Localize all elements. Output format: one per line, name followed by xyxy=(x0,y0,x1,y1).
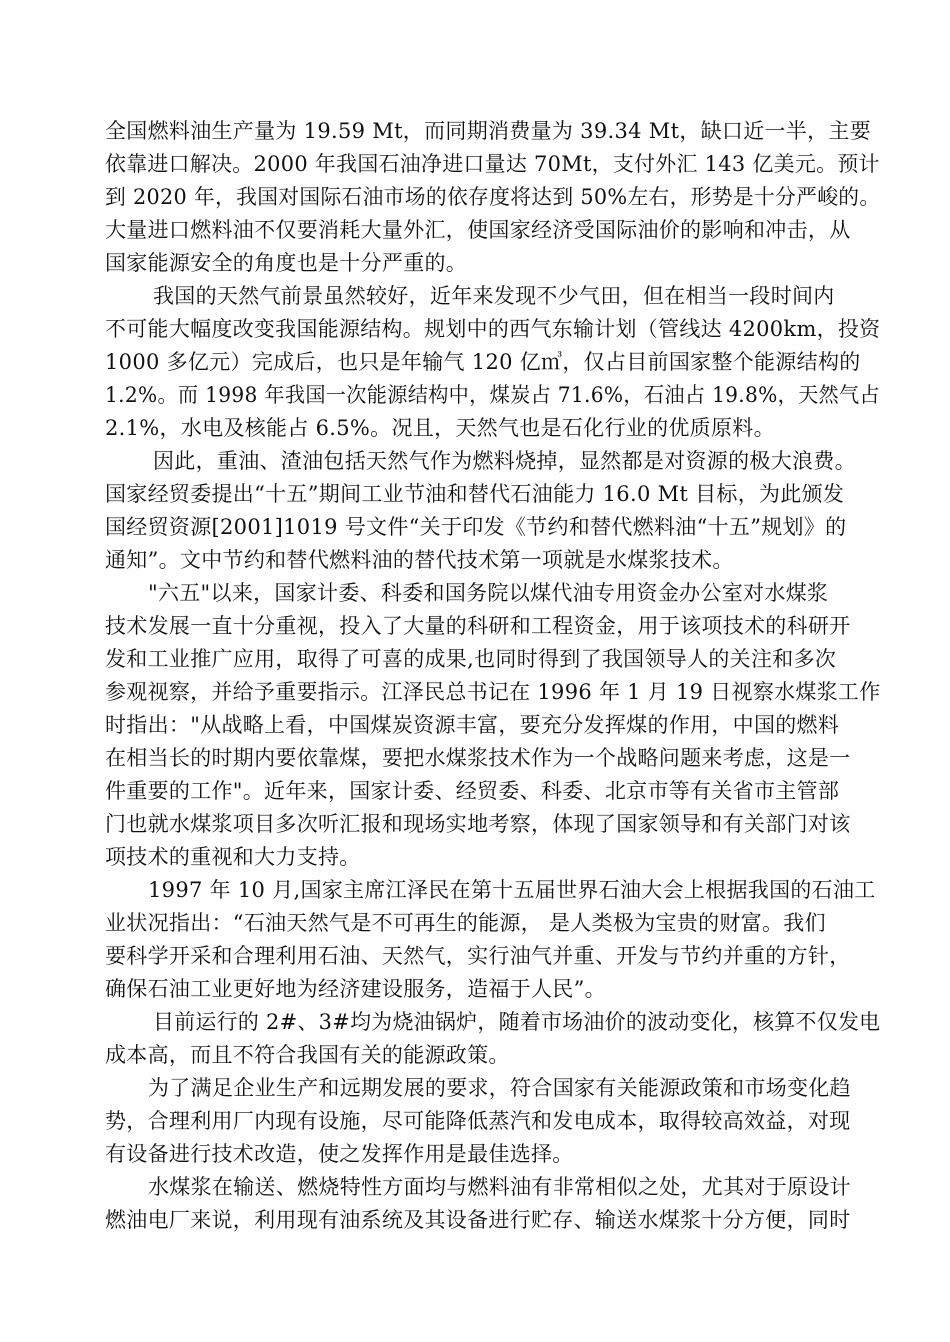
text-line: 依靠进口解决。2000 年我国石油净进口量达 70Mt，支付外汇 143 亿美元。预计 xyxy=(105,152,880,176)
text-line: 国家经贸委提出“十五”期间工业节油和替代石油能力 16.0 Mt 目标，为此颁发 xyxy=(105,482,845,506)
text-line: 我国的天然气前景虽然较好，近年来发现不少气田，但在相当一段时间内 xyxy=(153,284,835,308)
text-line: 业状况指出：“石油天然气是不可再生的能源， 是人类极为宝贵的财富。我们 xyxy=(105,911,826,935)
text-line: 要科学开采和合理利用石油、天然气，实行油气并重、开发与节约并重的方针， xyxy=(105,944,851,968)
text-line: 1000 多亿元）完成后，也只是年输气 120 亿㎥，仅占目前国家整个能源结构的 xyxy=(105,350,861,374)
text-line: 件重要的工作"。近年来，国家计委、经贸委、科委、北京市等有关省市主管部 xyxy=(105,779,840,803)
text-line: 全国燃料油生产量为 19.59 Mt，而同期消费量为 39.34 Mt，缺口近一半，主要 xyxy=(105,119,872,143)
text-line: 为了满足企业生产和远期发展的要求，符合国家有关能源政策和市场变化趋 xyxy=(148,1076,851,1100)
text-line: 国经贸资源[2001]1019 号文件“关于印发《节约和替代燃料油“十五”规划》的 xyxy=(105,515,847,539)
text-line: 技术发展一直十分重视，投入了大量的科研和工程资金，用于该项技术的科研开 xyxy=(105,614,851,638)
text-line: 在相当长的时期内要依靠煤，要把水煤浆技术作为一个战略问题来考虑，这是一 xyxy=(105,746,851,770)
text-line: 燃油电厂来说，利用现有油系统及其设备进行贮存、输送水煤浆十分方便，同时 xyxy=(105,1208,851,1232)
text-line: 2.1%，水电及核能占 6.5%。况且，天然气也是石化行业的优质原料。 xyxy=(105,416,775,440)
text-line: 势，合理利用厂内现有设施，尽可能降低蒸汽和发电成本，取得较高效益，对现 xyxy=(105,1109,851,1133)
text-line: 通知”。文中节约和替代燃料油的替代技术第一项就是水煤浆技术。 xyxy=(105,548,734,572)
text-line: 因此，重油、渣油包括天然气作为燃料烧掉，显然都是对资源的极大浪费。 xyxy=(153,449,856,473)
text-line: 项技术的重视和大力支持。 xyxy=(105,845,361,869)
text-line: 参观视察，并给予重要指示。江泽民总书记在 1996 年 1 月 19 日视察水煤浆工作 xyxy=(105,680,881,704)
text-line: 确保石油工业更好地为经济建设服务，造福于人民”。 xyxy=(105,977,606,1001)
text-line: 水煤浆在输送、燃烧特性方面均与燃料油有非常相似之处，尤其对于原设计 xyxy=(148,1175,851,1199)
text-line: 发和工业推广应用，取得了可喜的成果,也同时得到了我国领导人的关注和多次 xyxy=(105,647,837,671)
text-line: 大量进口燃料油不仅要消耗大量外汇，使国家经济受国际油价的影响和冲击，从 xyxy=(105,218,851,242)
text-line: 不可能大幅度改变我国能源结构。规划中的西气东输计划（管线达 4200km，投资 xyxy=(105,317,881,341)
text-line: 有设备进行技术改造，使之发挥作用是最佳选择。 xyxy=(105,1142,574,1166)
text-line: 成本高，而且不符合我国有关的能源政策。 xyxy=(105,1043,510,1067)
text-line: 门也就水煤浆项目多次听汇报和现场实地考察，体现了国家领导和有关部门对该 xyxy=(105,812,851,836)
text-line: 到 2020 年，我国对国际石油市场的依存度将达到 50%左右，形势是十分严峻的。 xyxy=(105,185,881,209)
text-line: 目前运行的 2#、3#均为烧油锅炉，随着市场油价的波动变化，核算不仅发电 xyxy=(153,1010,881,1034)
text-line: 1.2%。而 1998 年我国一次能源结构中，煤炭占 71.6%，石油占 19.8%，天然气占 xyxy=(105,383,880,407)
text-line: 1997 年 10 月,国家主席江泽民在第十五届世界石油大会上根据我国的石油工 xyxy=(148,878,876,902)
text-line: 国家能源安全的角度也是十分严重的。 xyxy=(105,251,468,275)
text-line: 时指出："从战略上看，中国煤炭资源丰富，要充分发挥煤的作用，中国的燃料 xyxy=(105,713,840,737)
text-line: "六五"以来，国家计委、科委和国务院以煤代油专用资金办公室对水煤浆 xyxy=(148,581,829,605)
